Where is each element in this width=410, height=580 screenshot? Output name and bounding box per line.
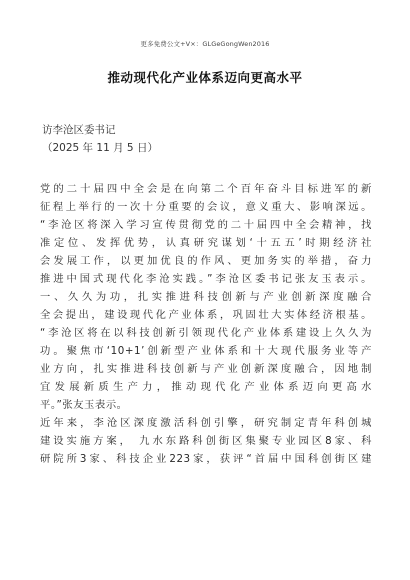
body-line: 功。聚焦市‘10+1’创新型产业体系和十大现代服务业等产 — [40, 345, 372, 357]
body-line: 建设实施方案， 九水东路科创街区集聚专业园区8家、科 — [40, 435, 372, 447]
header-note: 更多免费公文+V×：GLGeGongWen2016 — [140, 40, 270, 48]
body-line: 会发展工作，以更加优良的作风、更加务实的举措，奋力 — [40, 255, 372, 267]
body-line: 全会提出，建设现代化产业体系，巩固壮大实体经济根基。 — [40, 309, 372, 321]
document-title: 推动现代化产业体系迈向更高水平 — [107, 70, 303, 85]
body-line: 业方向，扎实推进科技创新与产业创新深度融合，因地制 — [40, 363, 372, 375]
byline-date: （2025 年 11 月 5 日） — [42, 142, 158, 154]
body-line: 宜发展新质生产力，推动现代化产业体系迈向更高水 — [40, 381, 372, 393]
body-line: 党的二十届四中全会是在向第二个百年奋斗目标进军的新 — [40, 183, 372, 195]
section-heading: 一、久久为功，扎实推进科技创新与产业创新深度融合 — [40, 291, 372, 303]
byline-author: 访李沧区委书记 — [42, 124, 116, 136]
body-line: “李沧区将深入学习宣传贯彻党的二十届四中全会精神，找 — [40, 219, 372, 231]
body-line: 研院所3家、科技企业223家，获评“首届中国科创街区建 — [40, 453, 372, 465]
body-line: 准定位、发挥优势，认真研究谋划‘十五五’时期经济社 — [40, 237, 372, 249]
body-line: 近年来，李沧区深度激活科创引擎，研究制定青年科创城 — [40, 417, 372, 429]
body-line: 推进中国式现代化李沧实践。”李沧区委书记张友玉表示。 — [40, 273, 372, 285]
body-line: “李沧区将在以科技创新引领现代化产业体系建设上久久为 — [40, 327, 372, 339]
body-line: 征程上举行的一次十分重要的会议，意义重大、影响深远。 — [40, 201, 372, 213]
body-line: 平。”张友玉表示。 — [40, 399, 128, 411]
